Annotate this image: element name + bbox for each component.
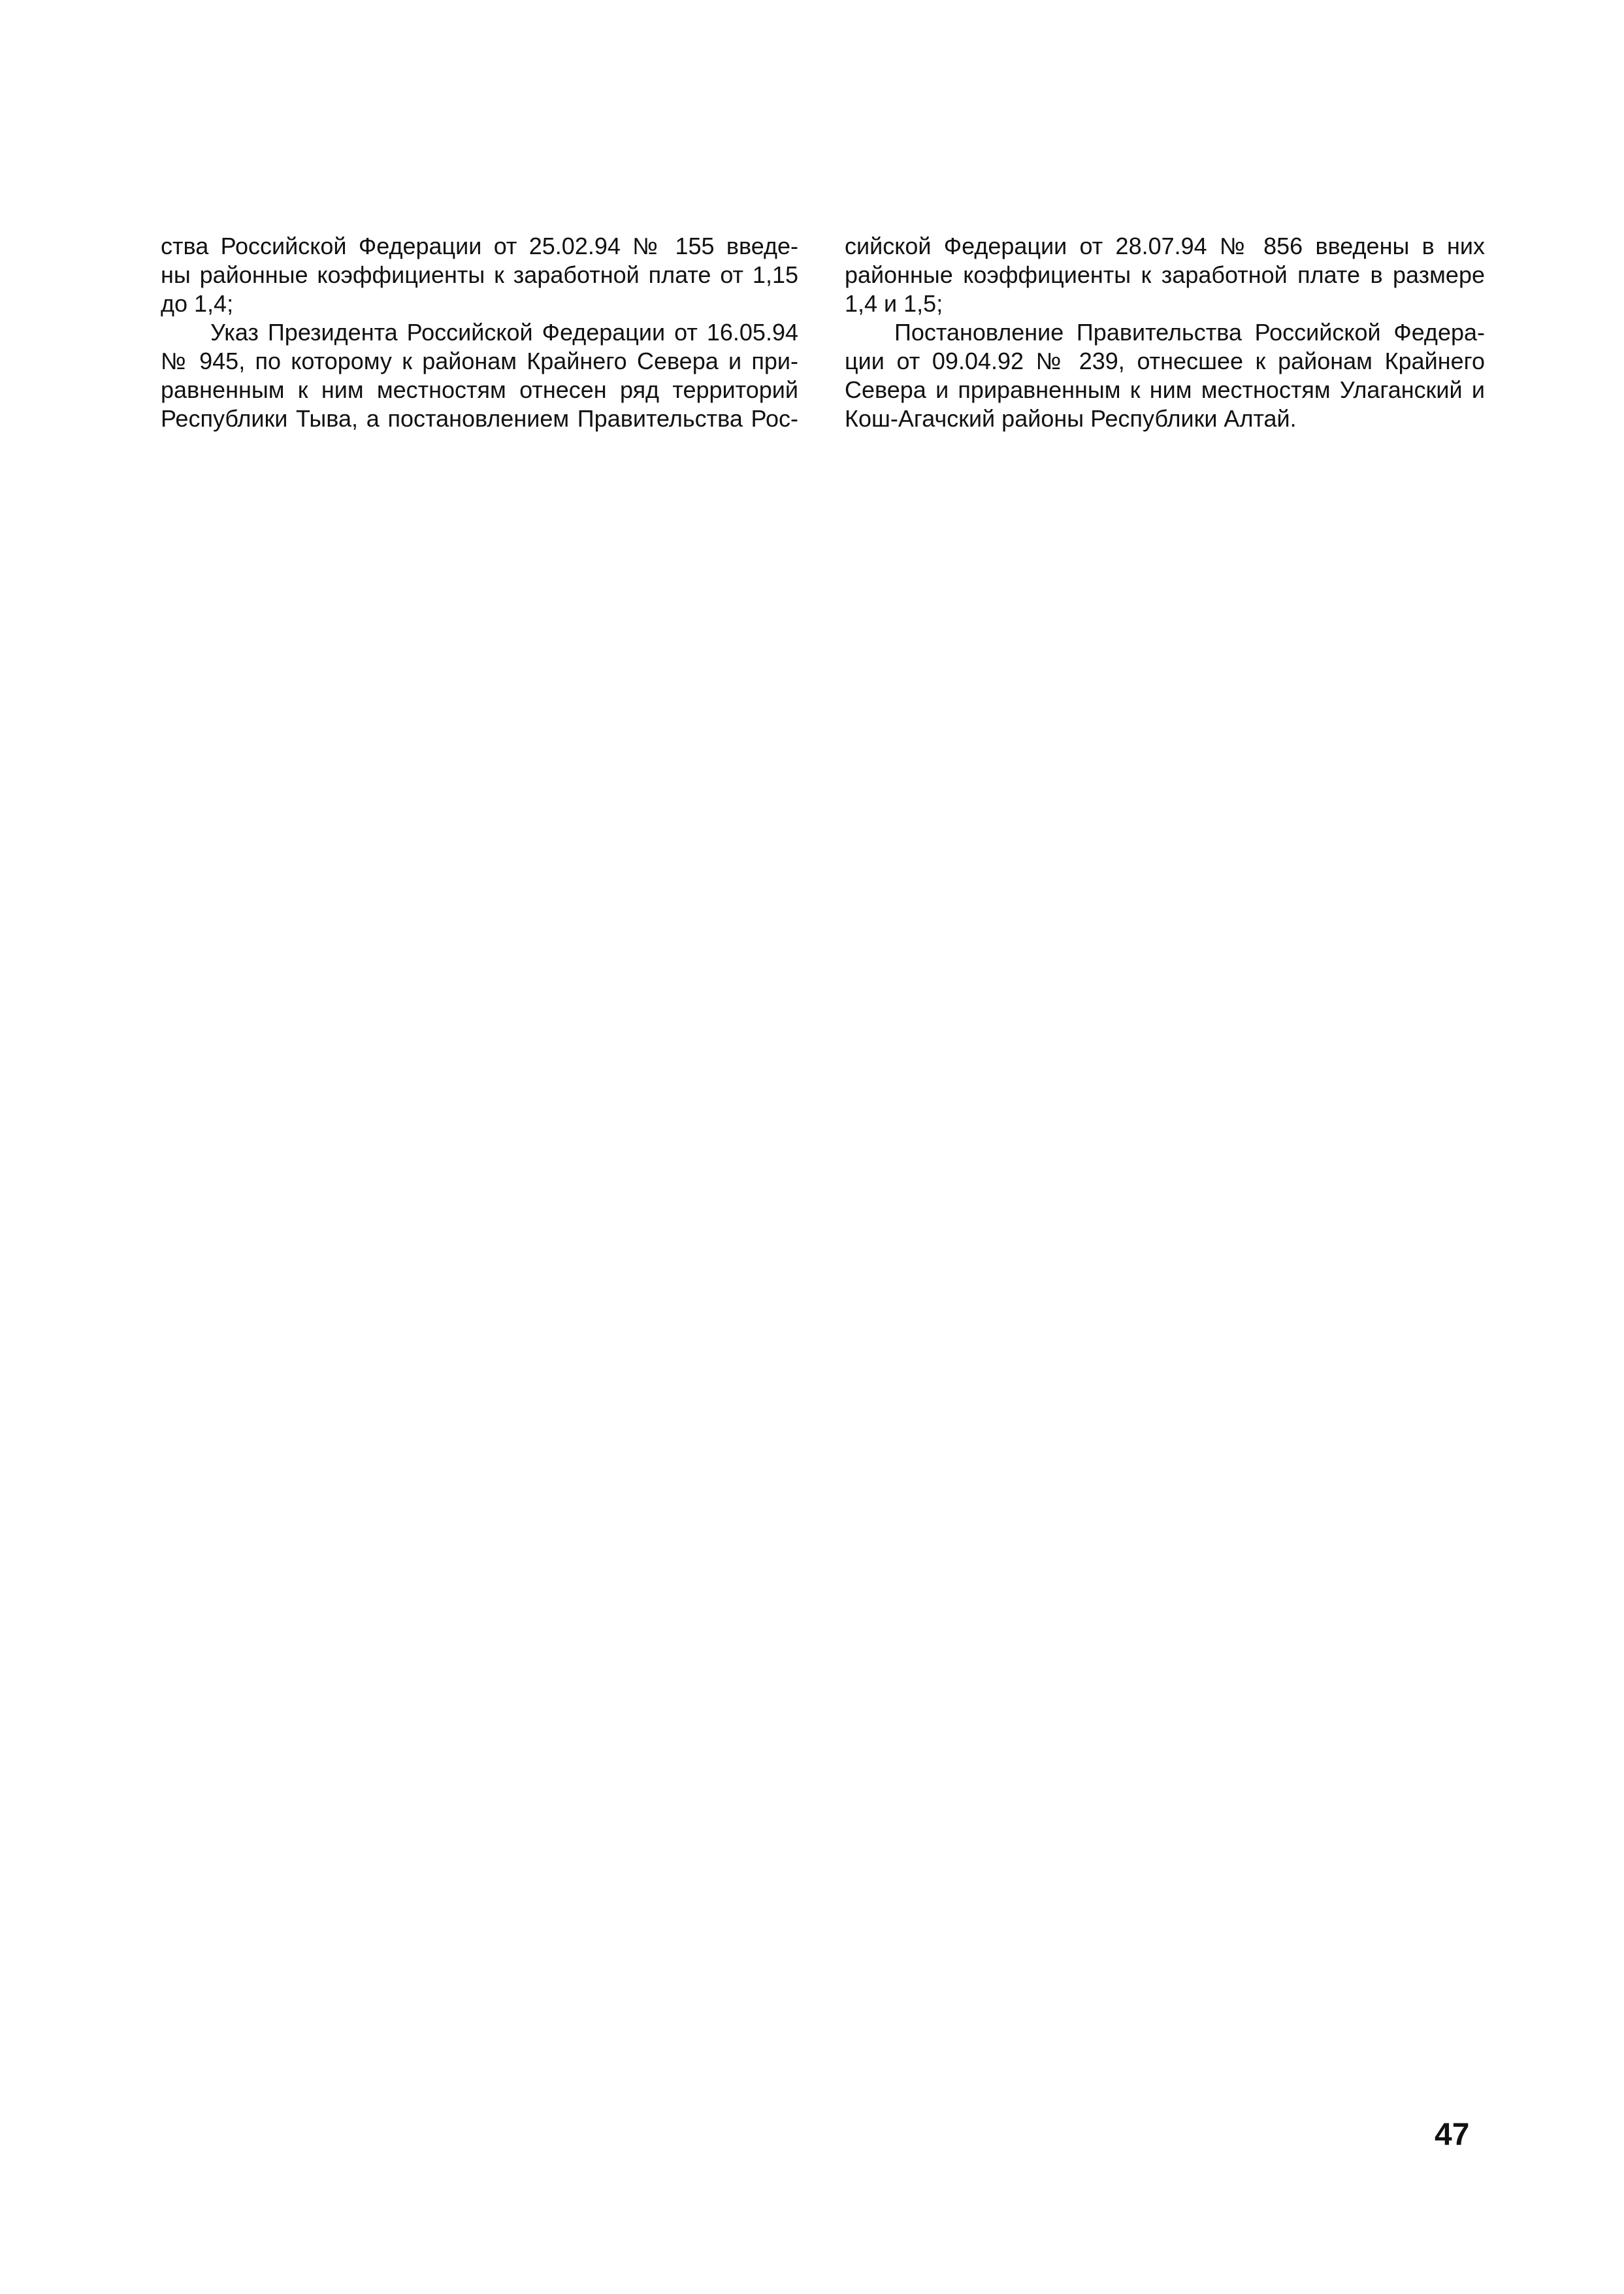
paragraph-left-1 [161, 232, 798, 318]
text-column-right [845, 232, 1485, 433]
text-line: Кош-Агачский районы Республики Алтай. [845, 405, 1297, 432]
text-line: равненным к ним местностям отнесен ряд территорий [161, 376, 798, 403]
text-line: № 945, по которому к районам Крайнего Севера и при- [161, 348, 798, 374]
text-line: до 1,4; [161, 290, 234, 317]
text-line: ции от 09.04.92 № 239, отнесшее к районам Крайнего [845, 348, 1485, 374]
paragraph-right-2 [845, 318, 1485, 433]
text-line: сийской Федерации от 28.07.94 № 856 введены в них [845, 233, 1485, 259]
text-line: Севера и приравненным к ним местностям Улаганский и [845, 376, 1485, 403]
text-line: 1,4 и 1,5; [845, 290, 943, 317]
text-line: Указ Президента Российской Федерации от 16.05.94 [210, 319, 798, 346]
text-column-left [161, 232, 798, 433]
text-line: Республики Тыва, а постановлением Правительства Рос- [161, 405, 798, 432]
paragraph-left-2 [161, 318, 798, 433]
text-line: ства Российской Федерации от 25.02.94 № 155 введе- [161, 233, 798, 259]
text-line: ны районные коэффициенты к заработной плате от 1,15 [161, 261, 798, 288]
text-line: Постановление Правительства Российской Федера- [894, 319, 1485, 346]
text-line: районные коэффициенты к заработной плате в размере [845, 261, 1485, 288]
page-number: 47 [1435, 2118, 1470, 2152]
paragraph-right-1 [845, 232, 1485, 318]
